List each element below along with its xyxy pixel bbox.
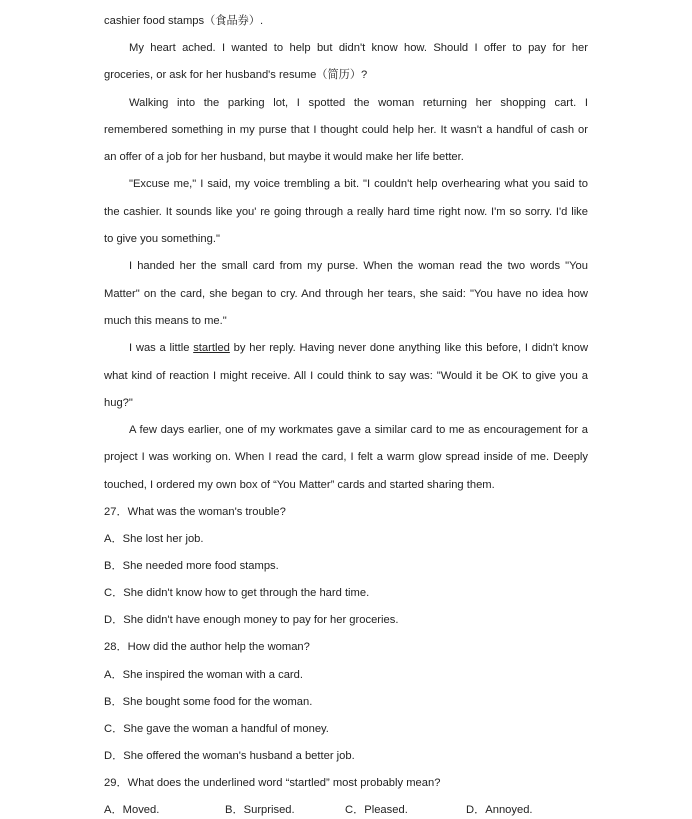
answer-option: A．She inspired the woman with a card. — [104, 669, 303, 681]
answer-option: C．She didn't know how to get through the hard time. — [104, 587, 370, 599]
answer-option: B．She bought some food for the woman. — [104, 696, 313, 708]
passage-line: project I was working on. When I read the card, I felt a warm glow spread inside of me. Deeply — [104, 451, 588, 463]
answer-option: A．Moved. — [104, 804, 160, 816]
passage-line: groceries, or ask for her husband's resume（简历）? — [104, 69, 368, 81]
question-stem: 29．What does the underlined word “startled” most probably mean? — [104, 777, 441, 789]
passage-line: I handed her the small card from my purse. When the woman read the two words "You — [129, 260, 588, 272]
passage-text: I was a little — [129, 342, 190, 354]
answer-option: D．She offered the woman's husband a better job. — [104, 750, 355, 762]
passage-line: remembered something in my purse that I thought could help her. It wasn't a handful of cash or — [104, 124, 588, 136]
question-stem: 28．How did the author help the woman? — [104, 641, 310, 653]
passage-line: what kind of reaction I might receive. All I could think to say was: "Would it be OK to give you a — [104, 370, 588, 382]
answer-option: C．She gave the woman a handful of money. — [104, 723, 329, 735]
passage-line: hug?" — [104, 397, 133, 409]
passage-line: to give you something." — [104, 233, 220, 245]
passage-line: an offer of a job for her husband, but maybe it would make her life better. — [104, 151, 464, 163]
answer-option: D．She didn't have enough money to pay for her groceries. — [104, 614, 399, 626]
passage-line: "Excuse me," I said, my voice trembling a bit. "I couldn't help overhearing what you said to — [129, 178, 588, 190]
question-stem: 27．What was the woman's trouble? — [104, 506, 286, 518]
underlined-word: startled — [193, 342, 230, 354]
passage-line: Walking into the parking lot, I spotted the woman returning her shopping cart. I — [129, 97, 588, 109]
answer-option: C．Pleased. — [345, 804, 408, 816]
passage-line: touched, I ordered my own box of “You Matter” cards and started sharing them. — [104, 479, 495, 491]
answer-option: D．Annoyed. — [466, 804, 533, 816]
passage-line: the cashier. It sounds like you' re going through a really hard time right now. I'm so sorry. I'd like — [104, 206, 588, 218]
passage-line: cashier food stamps（食品券）. — [104, 15, 264, 27]
passage-line — [129, 341, 588, 355]
answer-option: B．She needed more food stamps. — [104, 560, 279, 572]
passage-line: much this means to me." — [104, 315, 227, 327]
passage-line: A few days earlier, one of my workmates gave a similar card to me as encouragement for a — [129, 424, 588, 436]
passage-line: My heart ached. I wanted to help but didn't know how. Should I offer to pay for her — [129, 42, 588, 54]
passage-text: by her reply. Having never done anything like this before, I didn't know — [233, 342, 589, 354]
answer-option: A．She lost her job. — [104, 533, 204, 545]
passage-line: Matter" on the card, she began to cry. And through her tears, she said: "You have no idea how — [104, 288, 588, 300]
answer-option: B．Surprised. — [225, 804, 295, 816]
